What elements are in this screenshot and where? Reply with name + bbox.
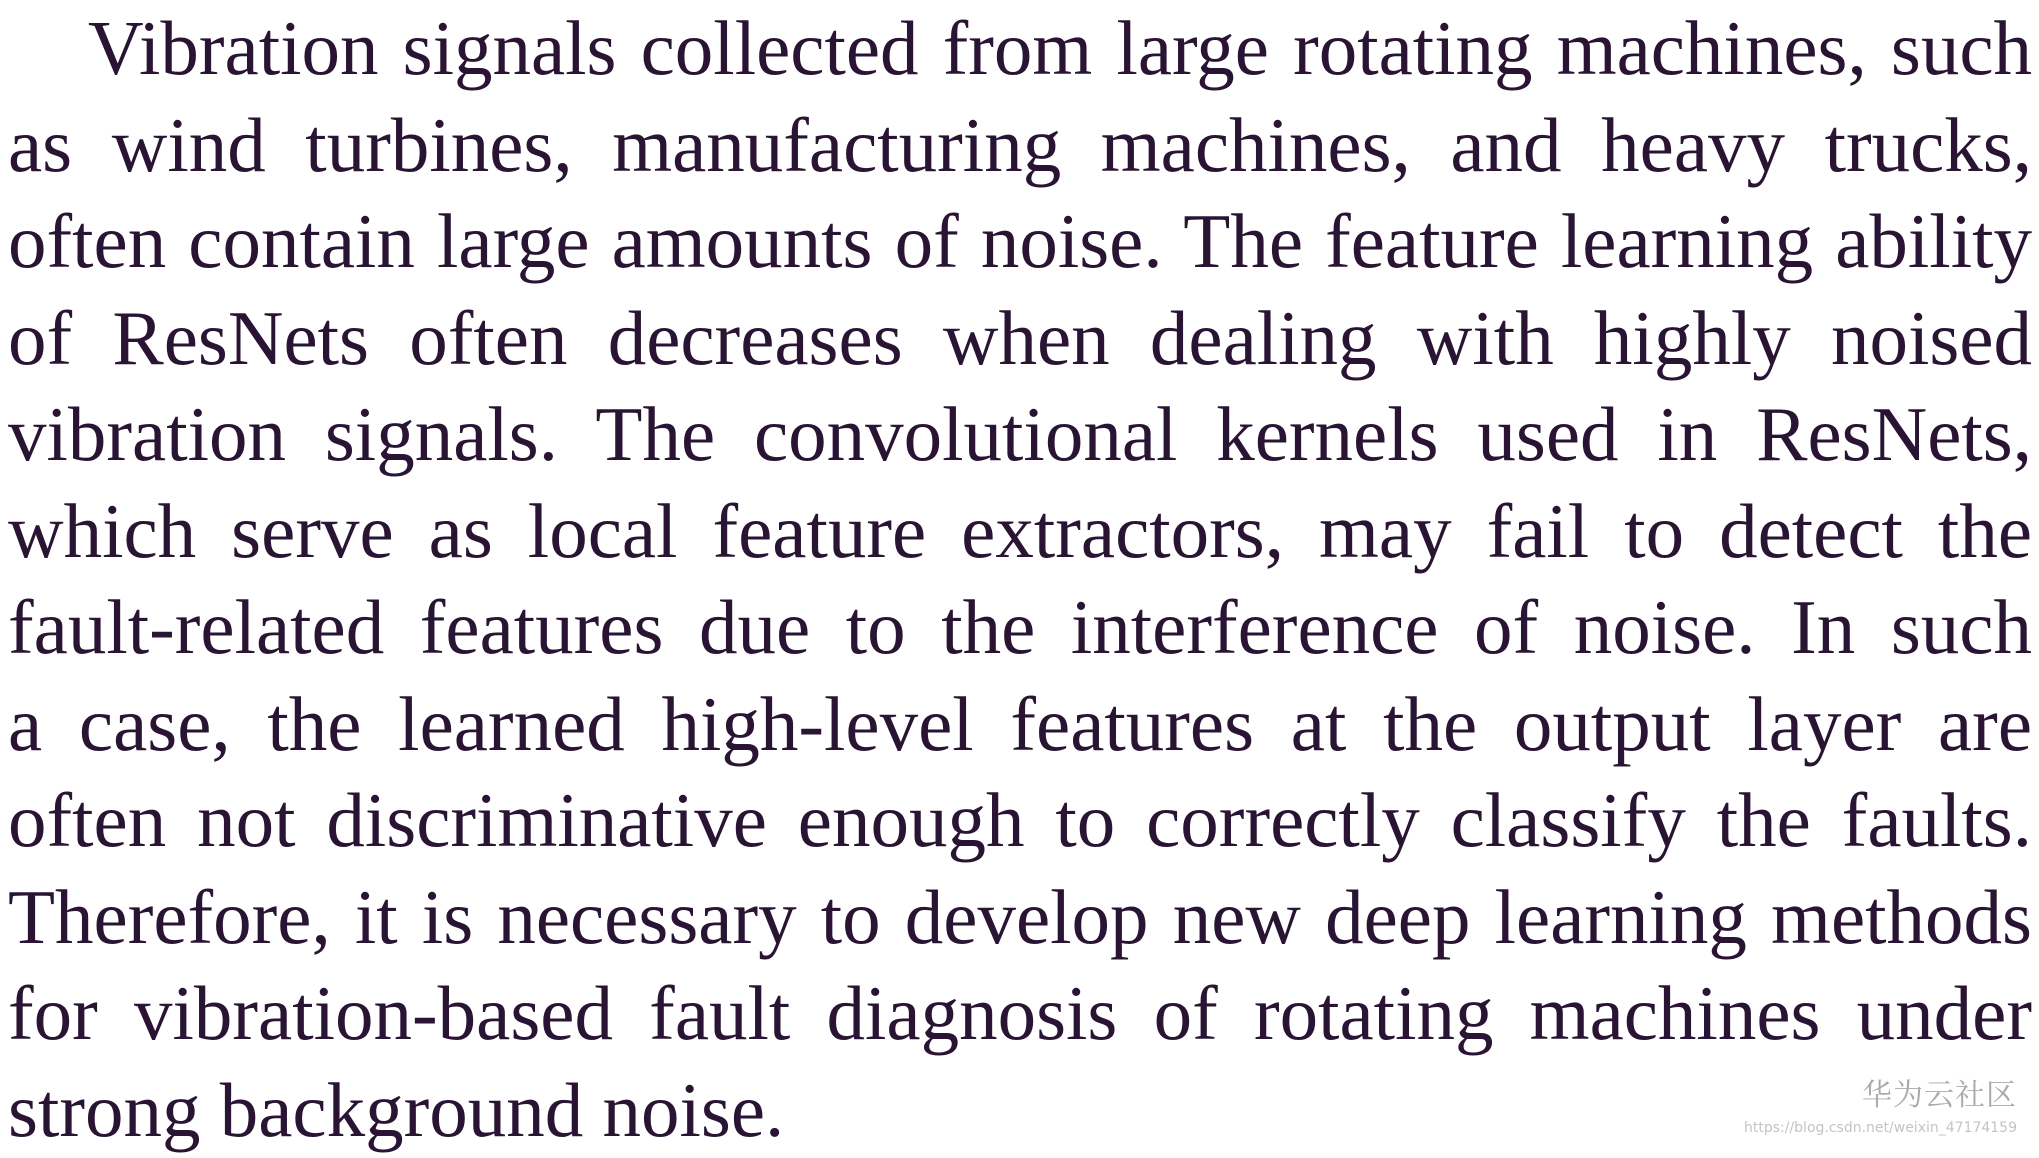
paragraph-line: of ResNets often decreases when dealing with highly noised xyxy=(8,290,2032,387)
paragraph-line: a case, the learned high-level features at the output layer are xyxy=(8,676,2032,773)
paragraph-line: strong background noise. xyxy=(8,1062,2032,1158)
watermark-brand: 华为云社区 xyxy=(1744,1079,2017,1113)
paragraph-line: often contain large amounts of noise. The feature learning ability xyxy=(8,193,2032,290)
paragraph-line: often not discriminative enough to correctly classify the faults. xyxy=(8,772,2032,869)
paragraph xyxy=(8,0,2032,1158)
paragraph-line: fault-related features due to the interference of noise. In such xyxy=(8,579,2032,676)
paragraph-line: for vibration-based fault diagnosis of rotating machines under xyxy=(8,965,2032,1062)
paragraph-line: Vibration signals collected from large rotating machines, such xyxy=(8,0,2032,97)
paragraph-line: as wind turbines, manufacturing machines, and heavy trucks, xyxy=(8,97,2032,194)
paragraph-line: Therefore, it is necessary to develop new deep learning methods xyxy=(8,869,2032,966)
paragraph-line: which serve as local feature extractors, may fail to detect the xyxy=(8,483,2032,580)
watermark-url: https://blog.csdn.net/weixin_47174159 xyxy=(1744,1119,2017,1137)
paragraph-line: vibration signals. The convolutional kernels used in ResNets, xyxy=(8,386,2032,483)
